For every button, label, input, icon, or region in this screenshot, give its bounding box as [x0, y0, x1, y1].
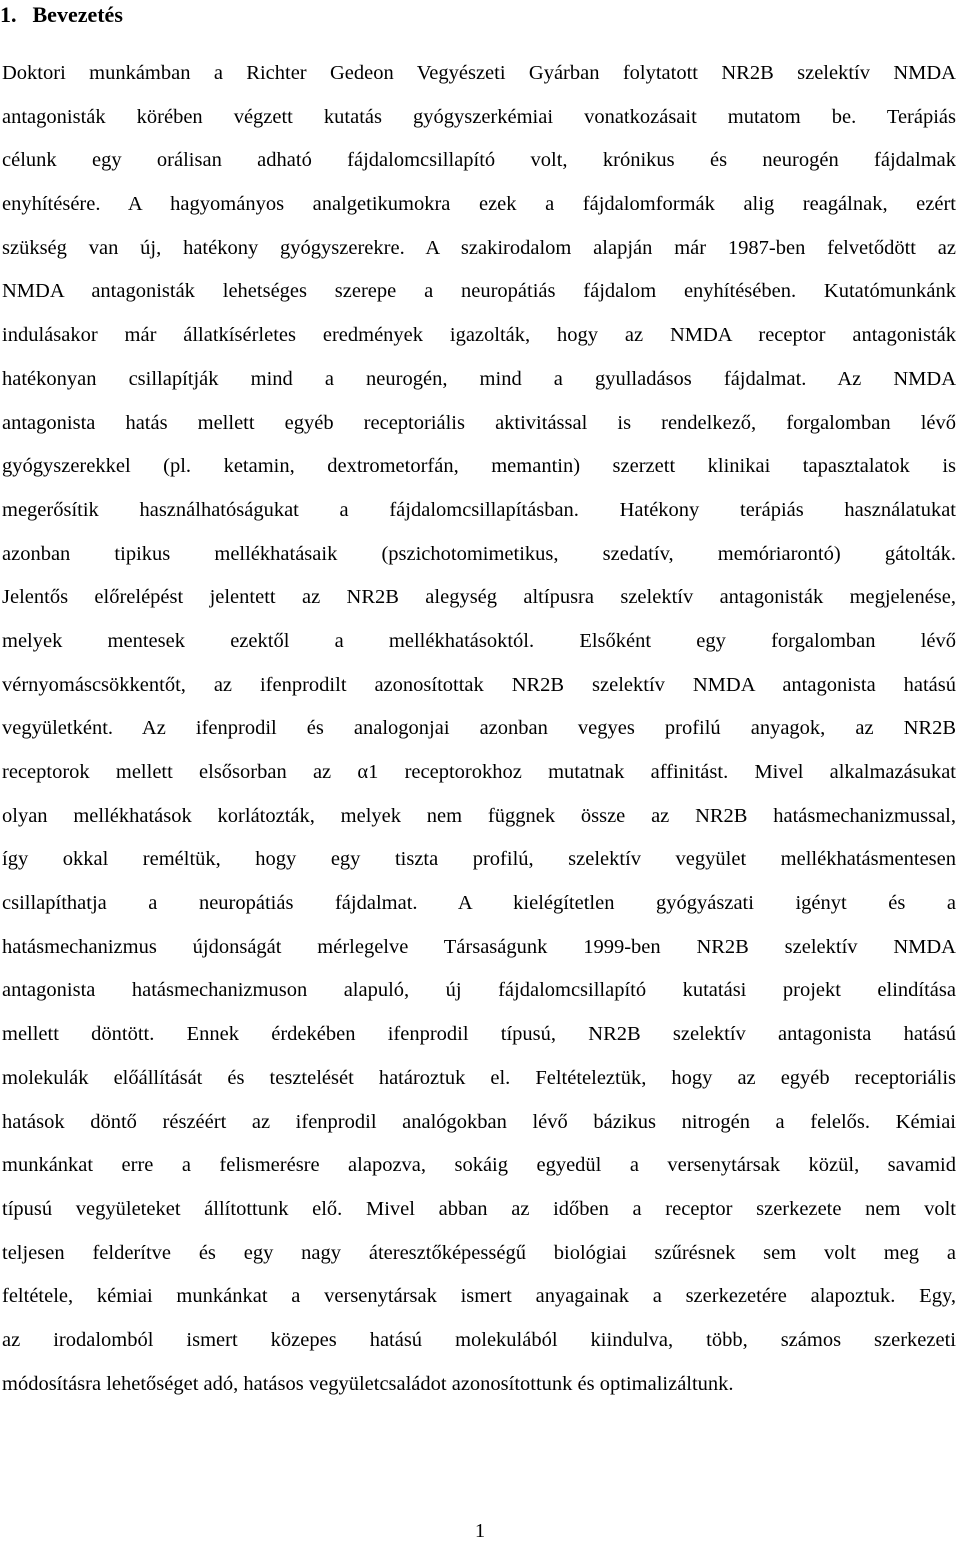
- paragraph-line: szükség van új, hatékony gyógyszerekre. A szakirodalom alapján már 1987-ben felvetődött az: [2, 236, 956, 259]
- paragraph-line: enyhítésére. A hagyományos analgetikumokra ezek a fájdalomformák alig reagálnak, ezért: [2, 193, 956, 216]
- paragraph-line: NMDA antagonisták lehetséges szerepe a neuropátiás fájdalom enyhítésében. Kutatómunkánk: [2, 280, 956, 303]
- paragraph-line: mellett döntött. Ennek érdekében ifenprodil típusú, NR2B szelektív antagonista hatású: [2, 1023, 956, 1046]
- paragraph-line: hatásmechanizmus újdonságát mérlegelve Társaságunk 1999-ben NR2B szelektív NMDA: [2, 935, 956, 958]
- paragraph-line: vegyületként. Az ifenprodil és analogonjai azonban vegyes profilú anyagok, az NR2B: [2, 717, 956, 740]
- paragraph-line: célunk egy orálisan adható fájdalomcsillapító volt, krónikus és neurogén fájdalmak: [2, 149, 956, 172]
- paragraph-line: antagonista hatás mellett egyéb receptoriális aktivitással is rendelkező, forgalomban lévő: [2, 411, 956, 434]
- paragraph-line: így okkal reméltük, hogy egy tiszta profilú, szelektív vegyület mellékhatásmentesen: [2, 848, 956, 871]
- paragraph-line: munkánkat erre a felismerésre alapozva, sokáig egyedül a versenytársak közül, savamid: [2, 1154, 956, 1177]
- page-number: 1: [474, 1520, 486, 1542]
- paragraph-line: teljesen felderítve és egy nagy áteresztőképességű biológiai szűrésnek sem volt meg a: [2, 1241, 956, 1264]
- section-number: 1.: [0, 2, 17, 27]
- paragraph-line: olyan mellékhatások korlátozták, melyek nem függnek össze az NR2B hatásmechanizmussal,: [2, 804, 956, 827]
- paragraph-line: az irodalomból ismert közepes hatású molekulából kiindulva, több, számos szerkezeti: [2, 1328, 956, 1351]
- paragraph-line: antagonisták körében végzett kutatás gyógyszerkémiai vonatkozásait mutatom be. Terápiás: [2, 105, 956, 128]
- paragraph-line: receptorok mellett elsősorban az α1 receptorokhoz mutatnak affinitást. Mivel alkalmazásukat: [2, 761, 956, 783]
- body-paragraph: [2, 52, 956, 1406]
- paragraph-line: vérnyomáscsökkentőt, az ifenprodilt azonosítottak NR2B szelektív NMDA antagonista hatású: [2, 673, 956, 696]
- paragraph-line: hatások döntő részéért az ifenprodil analógokban lévő bázikus nitrogén a felelős. Kémiai: [2, 1110, 956, 1133]
- section-title: Bevezetés: [32, 2, 123, 27]
- paragraph-line: módosításra lehetőséget adó, hatásos vegyületcsaládot azonosítottunk és optimalizáltunk.: [2, 1372, 734, 1395]
- paragraph-line: feltétele, kémiai munkánkat a versenytársak ismert anyagainak a szerkezetére alapoztuk. Egy,: [2, 1285, 956, 1308]
- paragraph-line: csillapíthatja a neuropátiás fájdalmat. A kielégítetlen gyógyászati igényt és a: [2, 892, 956, 915]
- paragraph-line: molekulák előállítását és tesztelését határoztuk el. Feltételeztük, hogy az egyéb receptoriális: [2, 1066, 956, 1089]
- paragraph-line: melyek mentesek ezektől a mellékhatásoktól. Elsőként egy forgalomban lévő: [2, 629, 956, 652]
- paragraph-line: Jelentős előrelépést jelentett az NR2B alegység altípusra szelektív antagonisták megjelenése,: [2, 586, 956, 609]
- paragraph-line: azonban tipikus mellékhatásaik (pszichotomimetikus, szedatív, memóriarontó) gátolták.: [2, 542, 956, 565]
- paragraph-line: hatékonyan csillapítják mind a neurogén, mind a gyulladásos fájdalmat. Az NMDA: [2, 367, 956, 390]
- paragraph-line: megerősítik használhatóságukat a fájdalomcsillapításban. Hatékony terápiás használatukat: [2, 498, 956, 521]
- paragraph-line: Doktori munkámban a Richter Gedeon Vegyészeti Gyárban folytatott NR2B szelektív NMDA: [2, 62, 956, 84]
- paragraph-line: indulásakor már állatkísérletes eredmények igazolták, hogy az NMDA receptor antagonisták: [2, 324, 956, 347]
- paragraph-line: antagonista hatásmechanizmuson alapuló, új fájdalomcsillapító kutatási projekt elindítása: [2, 979, 956, 1002]
- paragraph-line: típusú vegyületeket állítottunk elő. Mivel abban az időben a receptor szerkezete nem volt: [2, 1197, 956, 1220]
- section-heading: [0, 0, 123, 30]
- paragraph-line: gyógyszerekkel (pl. ketamin, dextrometorfán, memantin) szerzett klinikai tapasztalatok is: [2, 455, 956, 478]
